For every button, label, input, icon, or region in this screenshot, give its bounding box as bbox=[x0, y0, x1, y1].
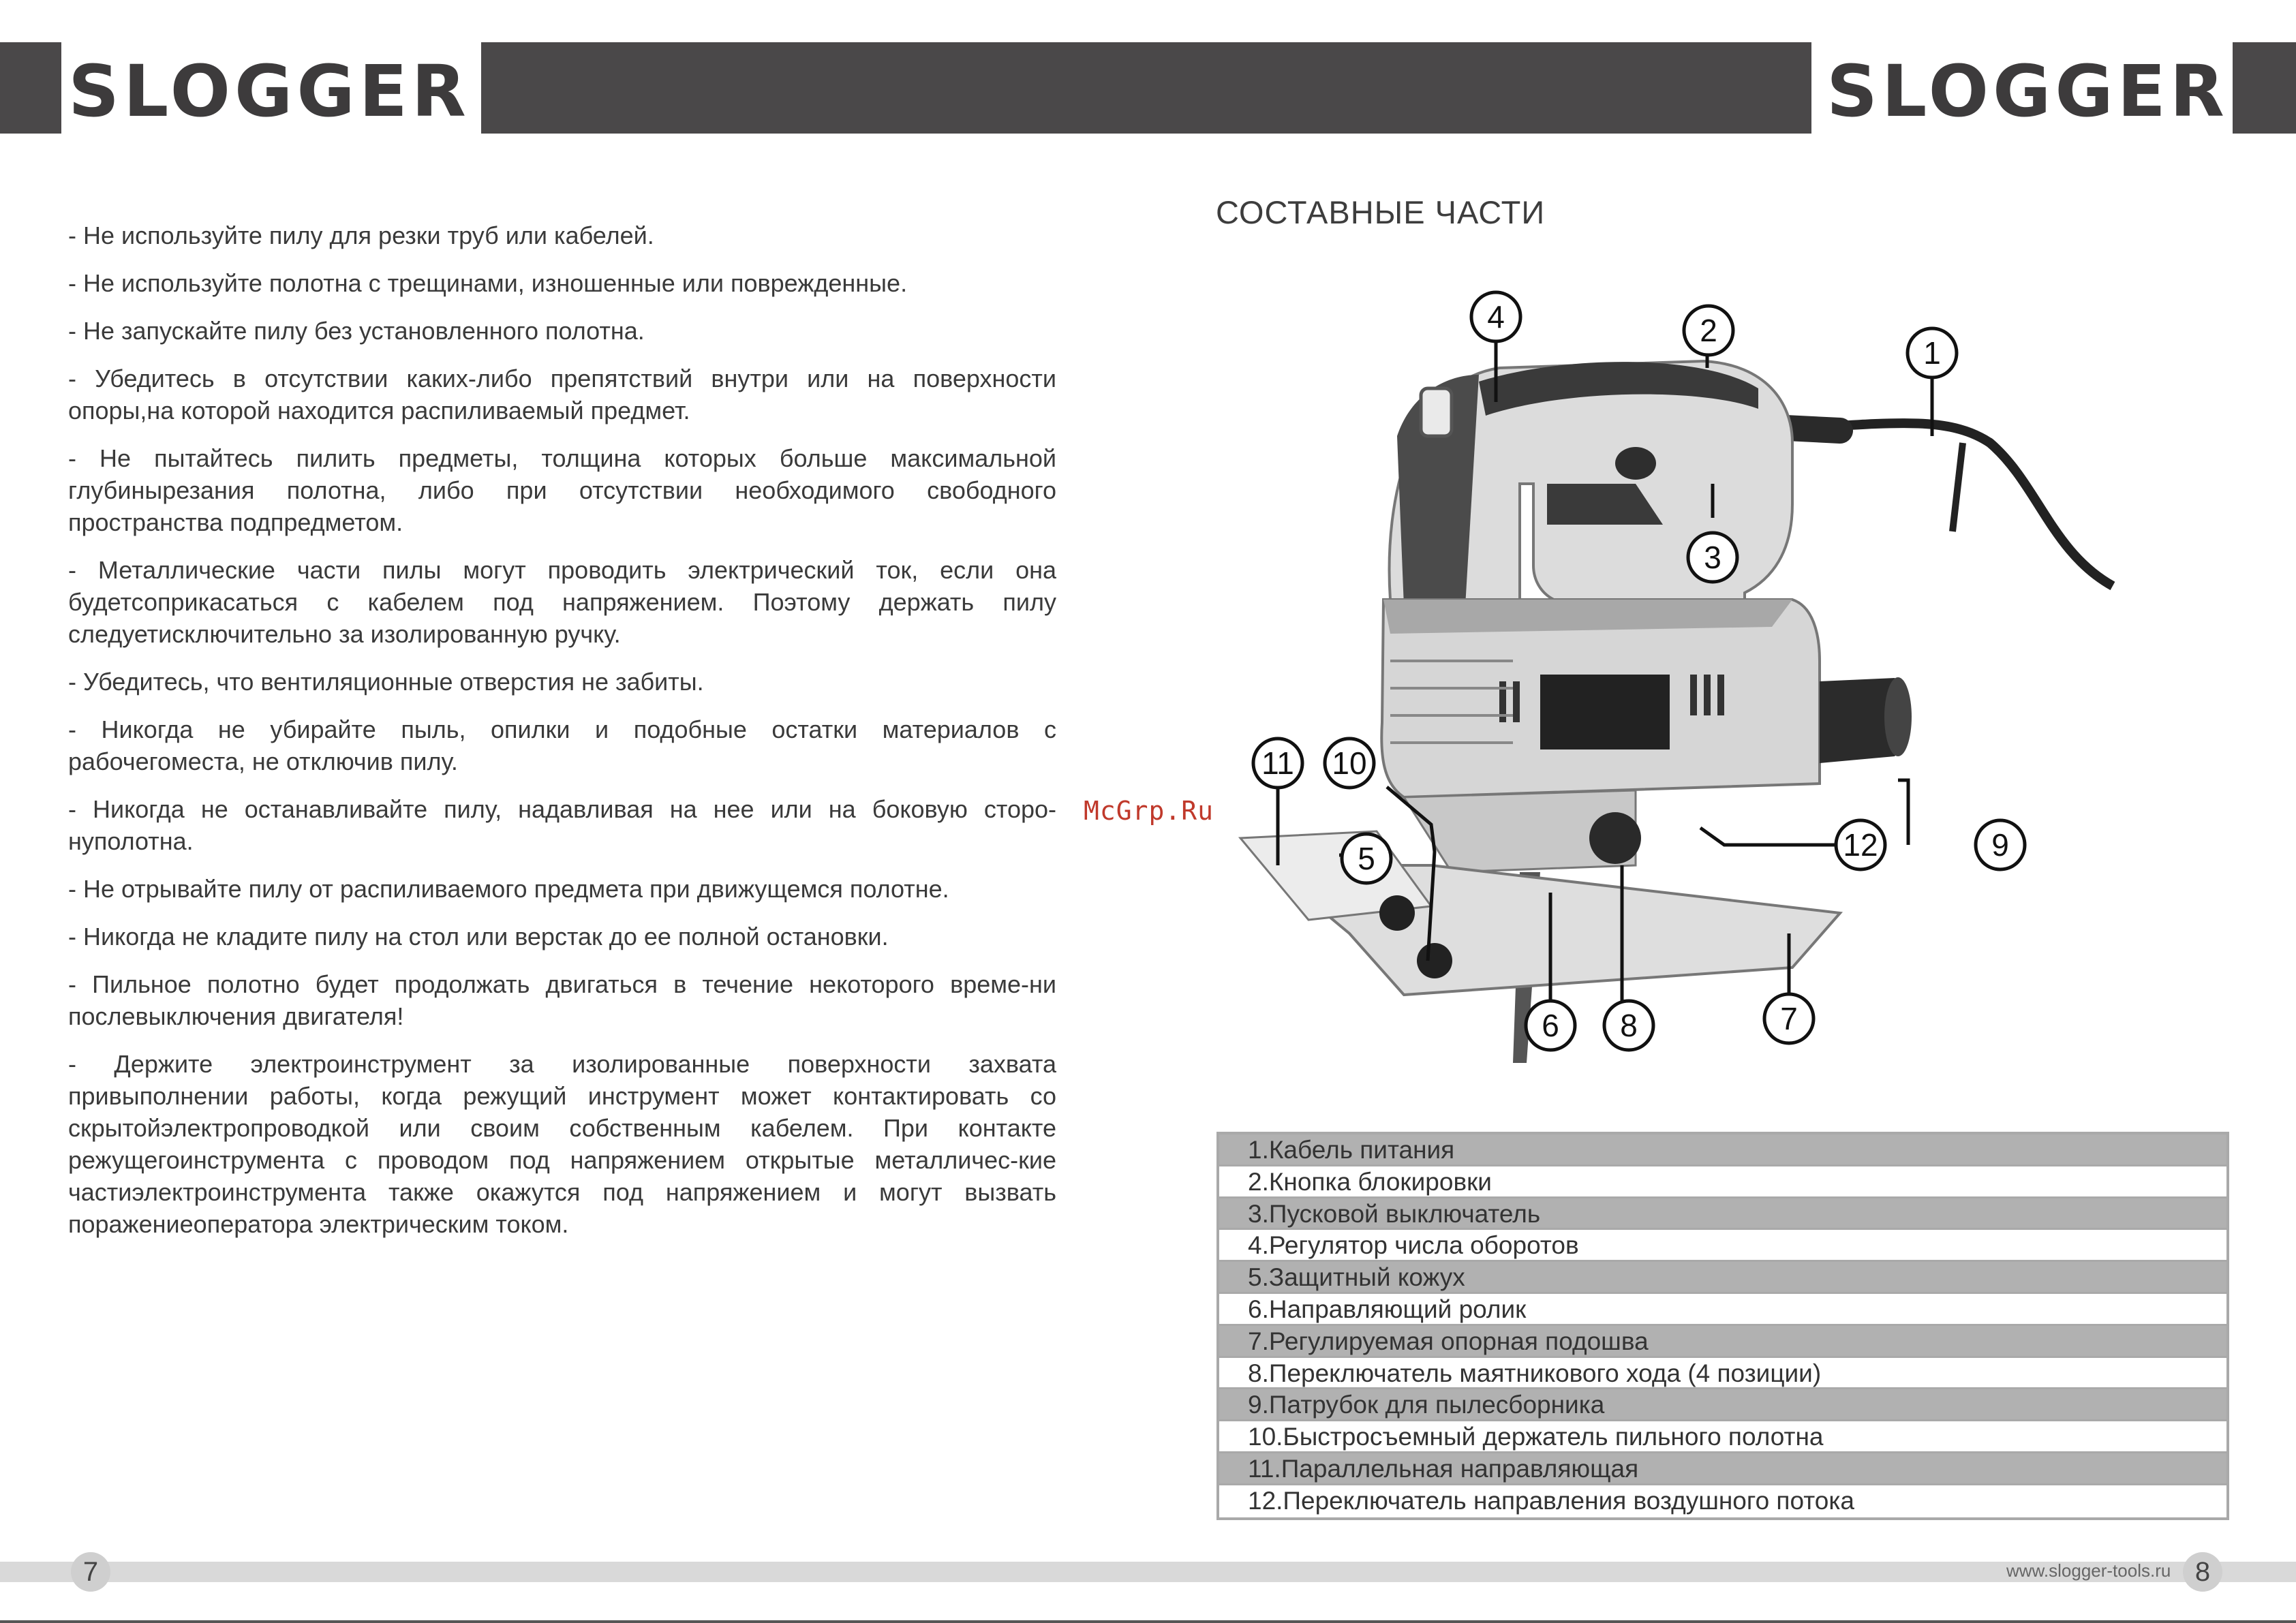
parts-row: 8.Переключатель маятникового хода (4 позиции) bbox=[1219, 1358, 2226, 1390]
header-bar-left-edge bbox=[0, 42, 61, 134]
note-item: - Не пытайтесь пилить предметы, толщина которых больше максимальной глубинырезания полотна, либо при отсутствии необходимого свободного пространства подпредметом. bbox=[68, 444, 1056, 536]
note-item: - Держите электроинструмент за изолированные поверхности захвата привыполнении работы, когда режущий инструмент может контактировать со скрытойэлектропроводкой или своим собственным кабелем. При контакте режущегоинструмента с проводом под напряжением открытые металличес-кие частиэлектроинструмента также окажутся под напряжением и могут вызвать поражениеоператора электрическим током. bbox=[68, 1050, 1056, 1238]
callout-label-3: 3 bbox=[1704, 540, 1721, 575]
note-item: - Убедитесь, что вентиляционные отверстия не забиты. bbox=[68, 668, 704, 696]
note-item: - Не запускайте пилу без установленного полотна. bbox=[68, 317, 645, 345]
header-bar-right-edge bbox=[2233, 42, 2296, 134]
parts-row: 2.Кнопка блокировки bbox=[1219, 1166, 2226, 1199]
speed-dial bbox=[1421, 388, 1452, 436]
guide-knob-1 bbox=[1379, 895, 1415, 931]
note-item: - Никогда не убирайте пыль, опилки и подобные остатки материалов с рабочегоместа, не отключив пилу. bbox=[68, 715, 1056, 775]
callout-label-4: 4 bbox=[1487, 299, 1505, 335]
section-title: СОСТАВНЫЕ ЧАСТИ bbox=[1216, 194, 1546, 230]
website-link[interactable]: www.slogger-tools.ru bbox=[2006, 1560, 2171, 1581]
cable-hook bbox=[1953, 443, 1963, 531]
note-item: - Не используйте полотна с трещинами, изношенные или поврежденные. bbox=[68, 269, 908, 297]
callout-label-8: 8 bbox=[1620, 1008, 1638, 1043]
note-item: - Никогда не кладите пилу на стол или верстак до ее полной остановки. bbox=[68, 923, 889, 950]
note-item: - Не используйте пилу для резки труб или кабелей. bbox=[68, 221, 654, 249]
jigsaw-diagram bbox=[1227, 279, 2249, 1090]
note-item: - Не отрывайте пилу от распиливаемого предмета при движущемся полотне. bbox=[68, 875, 949, 903]
parts-row: 12.Переключатель направления воздушного потока bbox=[1219, 1485, 2226, 1517]
safety-notes bbox=[68, 219, 1056, 1256]
pendulum-knob bbox=[1589, 812, 1641, 864]
parts-row: 4.Регулятор числа оборотов bbox=[1219, 1230, 2226, 1262]
page-number-right: 8 bbox=[2183, 1552, 2222, 1592]
callout-label-9: 9 bbox=[1991, 827, 2009, 863]
lock-button-shape bbox=[1615, 447, 1656, 480]
parts-row: 6.Направляющий ролик bbox=[1219, 1294, 2226, 1326]
callout-label-6: 6 bbox=[1542, 1008, 1559, 1043]
callout-label-11: 11 bbox=[1261, 745, 1294, 781]
brand-logo-right: SLOGGER bbox=[1826, 50, 2229, 133]
brand-logo-left: SLOGGER bbox=[68, 50, 470, 133]
header-bar-center bbox=[481, 42, 1811, 134]
callout-label-10: 10 bbox=[1332, 745, 1367, 781]
parts-row: 5.Защитный кожух bbox=[1219, 1262, 2226, 1294]
power-cable bbox=[1786, 423, 2113, 586]
callout-label-2: 2 bbox=[1700, 313, 1717, 348]
parts-row: 7.Регулируемая опорная подошва bbox=[1219, 1326, 2226, 1358]
window-panel bbox=[1540, 675, 1670, 749]
parts-row: 10.Быстросъемный держатель пильного полотна bbox=[1219, 1421, 2226, 1453]
note-item: - Убедитесь в отсутствии каких-либо препятствий внутри или на поверхности опоры,на которой находится распиливаемый предмет. bbox=[68, 365, 1056, 424]
bottom-rule bbox=[0, 1620, 2296, 1623]
note-item: - Пильное полотно будет продолжать двигаться в течение некоторого време-ни послевыключения двигателя! bbox=[68, 970, 1056, 1030]
guide-knob-2 bbox=[1417, 943, 1452, 978]
watermark-text: McGrp.Ru bbox=[1084, 796, 1214, 826]
callout-label-12: 12 bbox=[1843, 827, 1878, 863]
parts-row: 11.Параллельная направляющая bbox=[1219, 1453, 2226, 1485]
dust-port-rim bbox=[1884, 677, 1912, 756]
parts-row: 3.Пусковой выключатель bbox=[1219, 1199, 2226, 1231]
callout-label-7: 7 bbox=[1780, 1001, 1798, 1036]
note-item: - Никогда не останавливайте пилу, надавливая на нее или на боковую сторо-нуполотна. bbox=[68, 795, 1056, 855]
page-number-left: 7 bbox=[71, 1552, 110, 1592]
parts-row: 9.Патрубок для пылесборника bbox=[1219, 1389, 2226, 1421]
callout-label-5: 5 bbox=[1358, 841, 1375, 876]
footer-bar bbox=[0, 1562, 2296, 1582]
note-item: - Металлические части пилы могут проводить электрический ток, если она будетсоприкасаться с кабелем под напряжением. Поэтому держать пилу следуетисключительно за изолированную ручку. bbox=[68, 556, 1056, 648]
parts-row: 1.Кабель питания bbox=[1219, 1134, 2226, 1166]
parts-table bbox=[1216, 1132, 2229, 1520]
callout-label-1: 1 bbox=[1923, 335, 1941, 371]
